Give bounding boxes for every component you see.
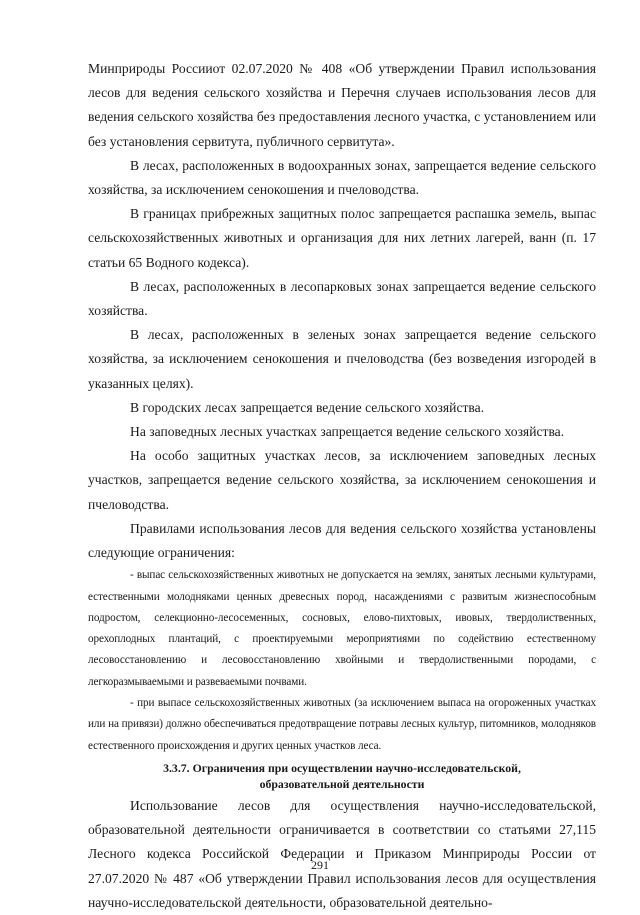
page-body	[88, 57, 596, 915]
paragraph: На особо защитных участках лесов, за исключением заповедных лесных участков, запрещается ведение сельского хозяйства, за исключением сенокошения и пчеловодства.	[88, 448, 596, 512]
paragraph: В лесах, расположенных в лесопарковых зонах запрещается ведение сельского хозяйства.	[88, 278, 596, 319]
section-heading	[88, 760, 596, 792]
paragraph: В городских лесах запрещается ведение сельского хозяйства.	[130, 399, 485, 415]
paragraph-group-main	[88, 57, 596, 565]
paragraph-group-restrictions	[88, 565, 596, 757]
paragraph: Минприроды Россииот 02.07.2020 № 408 «Об утверждении Правил использования лесов для ведения сельского хозяйства и Перечня случаев использования лесов для ведения сельского хозяйства без предоставления лесного участка, с установлением или без установления сервитута, публичного сервитута».	[88, 61, 596, 149]
section-heading-line-2: образовательной деятельности	[259, 776, 425, 791]
paragraph: В лесах, расположенных в зеленых зонах запрещается ведение сельского хозяйства, за исключением сенокошения и пчеловодства (без возведения изгородей в указанных целях).	[88, 327, 596, 391]
page-number: 291	[311, 858, 329, 872]
paragraph: В границах прибрежных защитных полос запрещается распашка земель, выпас сельскохозяйственных животных и организация для них летних лагерей, ванн (п. 17 статьи 65 Водного кодекса).	[88, 206, 596, 270]
paragraph: На заповедных лесных участках запрещается ведение сельского хозяйства.	[130, 424, 565, 440]
section-heading-line-1: 3.3.7. Ограничения при осуществлении научно-исследовательской,	[163, 760, 521, 775]
paragraph: Использование лесов для осуществления научно-исследовательской, образовательной деятельности ограничивается в соответствии со статьями 27,115 Лесного кодекса Российской Федерации и Приказом Минприроды России от 27.07.2020 № 487 «Об утверждении Правил использования лесов для осуществления научно-исследовательской деятельности, образовательной деятельно-	[88, 797, 596, 910]
paragraph: В лесах, расположенных в водоохранных зонах, запрещается ведение сельского хозяйства, за исключением сенокошения и пчеловодства.	[88, 157, 596, 198]
paragraph: Правилами использования лесов для ведения сельского хозяйства установлены следующие ограничения:	[88, 520, 596, 561]
paragraph-group-section	[88, 794, 596, 915]
paragraph: - при выпасе сельскохозяйственных животных (за исключением выпаса на огороженных участках или на привязи) должно обеспечиваться предотвращение потравы лесных культур, питомников, молодняков естественного происхождения и других ценных участков леса.	[88, 697, 596, 752]
paragraph: - выпас сельскохозяйственных животных не допускается на землях, занятых лесными культурами, естественными молодняками ценных древесных пород, насаждениями с развитым жизнеспособным подростом, селекционно-лесосеменных, сосновых, елово-пихтовых, ивовых, твердолиственных, орехоплодных плантаций, с проектируемыми мероприятиями по содействию естественному лесовосстановлению и лесовосстановлению хвойными и твердолиственными породами, с легкоразмываемыми и развеваемыми почвами.	[88, 569, 596, 688]
